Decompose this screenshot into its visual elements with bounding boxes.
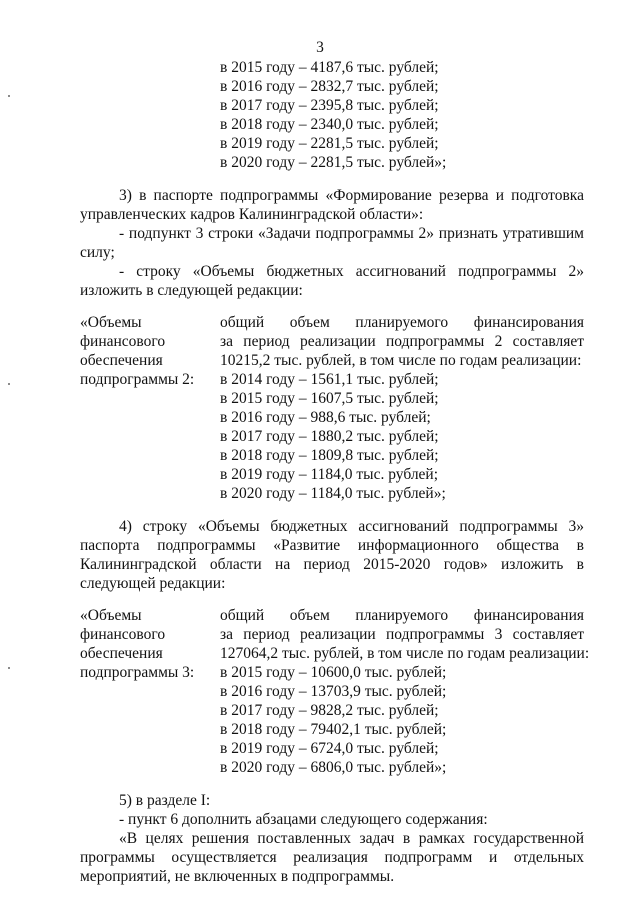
paragraph-line: - пункт 6 дополнить абзацами следующего содержания:: [119, 811, 488, 828]
paragraph-line: управленческих кадров Калининградской области»:: [80, 206, 424, 223]
year-line: в 2015 году – 10600,0 тыс. рублей;: [220, 664, 447, 681]
year-line: в 2018 году – 2340,0 тыс. рублей;: [220, 116, 439, 133]
year-line: в 2016 году – 2832,7 тыс. рублей;: [220, 78, 439, 95]
year-line: в 2016 году – 13703,9 тыс. рублей;: [220, 683, 447, 700]
scan-dot: [8, 383, 10, 385]
year-line: в 2017 году – 2395,8 тыс. рублей;: [220, 97, 439, 114]
table-label: «Объемы: [80, 314, 142, 331]
table-label: обеспечения: [80, 645, 163, 662]
table-text: общий объем планируемого финансирования: [220, 314, 584, 331]
paragraph-line: силу;: [80, 244, 115, 261]
page-number: 3: [316, 39, 324, 56]
year-line: в 2020 году – 1184,0 тыс. рублей»;: [220, 485, 446, 502]
paragraph-line: программы осуществляется реализация подпрограмм и отдельных: [80, 849, 584, 866]
table-text: за период реализации подпрограммы 3 составляет: [220, 626, 584, 643]
year-line: в 2019 году – 1184,0 тыс. рублей;: [220, 466, 439, 483]
scan-dot: [8, 95, 10, 97]
table-label: подпрограммы 3:: [80, 664, 195, 681]
paragraph-line: Калининградской области на период 2015-2020 годов» изложить в: [80, 556, 584, 573]
paragraph-line: - строку «Объемы бюджетных ассигнований подпрограммы 2»: [119, 263, 584, 280]
year-line: в 2018 году – 79402,1 тыс. рублей;: [220, 721, 447, 738]
scan-dot: [8, 667, 10, 669]
year-line: в 2016 году – 988,6 тыс. рублей;: [220, 409, 431, 426]
table-label: подпрограммы 2:: [80, 371, 195, 388]
table-text: общий объем планируемого финансирования: [220, 607, 584, 624]
table-label: финансового: [80, 626, 166, 643]
year-line: в 2017 году – 9828,2 тыс. рублей;: [220, 702, 439, 719]
paragraph-line: мероприятий, не включенных в подпрограммы.: [80, 868, 395, 885]
year-line: в 2015 году – 1607,5 тыс. рублей;: [220, 390, 439, 407]
year-line: в 2018 году – 1809,8 тыс. рублей;: [220, 447, 439, 464]
year-line: в 2015 году – 4187,6 тыс. рублей;: [220, 59, 439, 76]
year-line: в 2014 году – 1561,1 тыс. рублей;: [220, 371, 439, 388]
table-text: 127064,2 тыс. рублей, в том числе по годам реализации:: [220, 645, 590, 662]
paragraph-line: «В целях решения поставленных задач в рамках государственной: [119, 830, 584, 847]
table-label: «Объемы: [80, 607, 142, 624]
table-label: финансового: [80, 333, 166, 350]
paragraph-line: 4) строку «Объемы бюджетных ассигнований подпрограммы 3»: [119, 518, 584, 535]
table-text: за период реализации подпрограммы 2 составляет: [220, 333, 584, 350]
paragraph-line: следующей редакции:: [80, 575, 226, 592]
paragraph-line: - подпункт 3 строки «Задачи подпрограммы 2» признать утратившим: [119, 225, 584, 242]
year-line: в 2019 году – 6724,0 тыс. рублей;: [220, 740, 439, 757]
paragraph-line: 5) в разделе I:: [119, 792, 211, 809]
year-line: в 2017 году – 1880,2 тыс. рублей;: [220, 428, 439, 445]
table-label: обеспечения: [80, 352, 163, 369]
paragraph-line: изложить в следующей редакции:: [80, 282, 303, 299]
year-line: в 2019 году – 2281,5 тыс. рублей;: [220, 135, 439, 152]
year-line: в 2020 году – 2281,5 тыс. рублей»;: [220, 154, 447, 171]
year-line: в 2020 году – 6806,0 тыс. рублей»;: [220, 759, 447, 776]
table-text: 10215,2 тыс. рублей, в том числе по годам реализации:: [220, 352, 582, 369]
paragraph-line: паспорта подпрограммы «Развитие информационного общества в: [80, 537, 584, 554]
paragraph-line: 3) в паспорте подпрограммы «Формирование резерва и подготовка: [119, 187, 584, 204]
